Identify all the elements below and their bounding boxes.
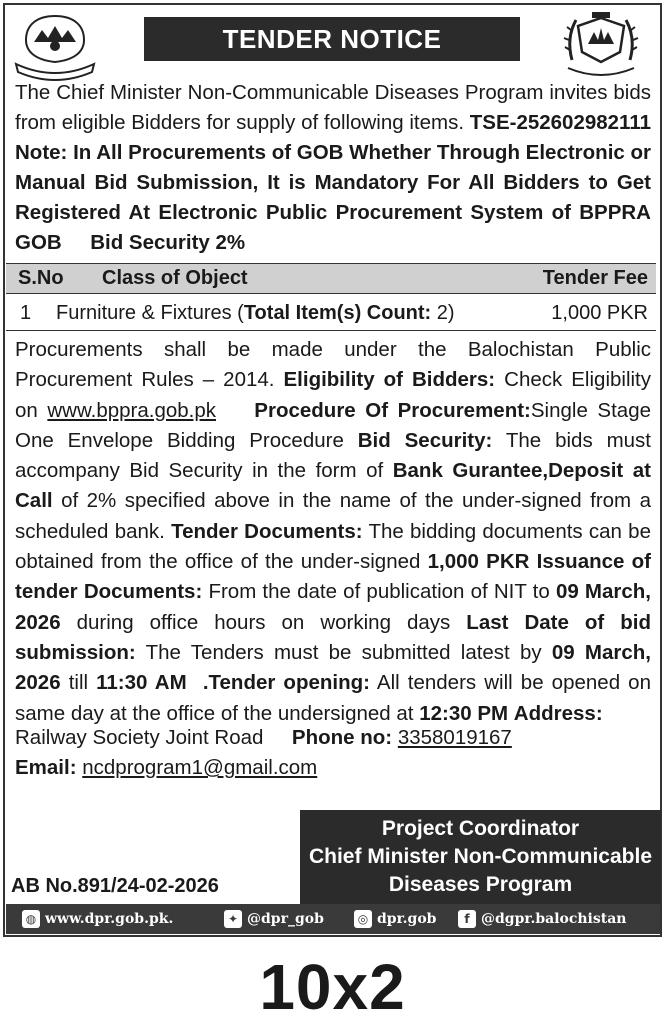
email-link[interactable]: ncdprogram1@gmail.com bbox=[82, 756, 318, 779]
bid-security-label: Bid Security: bbox=[357, 428, 493, 452]
last-date-text: The Tenders must be submitted latest by bbox=[135, 640, 552, 664]
last-date-label: Last Date of bid submission: bbox=[15, 610, 651, 664]
footer-twitter[interactable] bbox=[224, 904, 324, 934]
tender-documents-label: Tender Documents: bbox=[171, 519, 363, 543]
intro-text: The Chief Minister Non-Communicable Diseases Program invites bids from eligible Bidders for supply of following items. bbox=[15, 81, 651, 134]
globe-icon: ◍ bbox=[22, 910, 40, 928]
issuance-date: 09 March, 2026 bbox=[15, 580, 651, 634]
ab-number: AB No.891/24-02-2026 bbox=[11, 875, 219, 897]
signature-block bbox=[300, 810, 661, 906]
header-sno: S.No bbox=[18, 267, 64, 289]
bid-security-text: The bids must accompany Bid Security in the form of bbox=[15, 428, 652, 483]
ad-size-label: 10x2 bbox=[259, 951, 406, 1023]
row-fee: 1,000 PKR bbox=[551, 302, 648, 324]
facebook-icon: f bbox=[458, 910, 476, 928]
procedure-text: Single Stage One Envelope Bidding Procedure bbox=[15, 398, 651, 452]
footer-website-text: www.dpr.gob.pk. bbox=[45, 911, 174, 927]
footer-social-bar bbox=[6, 904, 660, 934]
row-item bbox=[56, 295, 455, 331]
footer-facebook[interactable] bbox=[458, 904, 626, 934]
row-sno: 1 bbox=[20, 302, 32, 324]
address-phone-line bbox=[15, 723, 512, 753]
bppra-link[interactable]: www.bppra.gob.pk bbox=[47, 398, 217, 422]
eligibility-text: Check Eligibility on bbox=[15, 368, 652, 422]
procurement-rules: Procurements shall be made under the Balochistan Public Procurement Rules – 2014. bbox=[15, 338, 651, 392]
footer-facebook-text: @dgpr.balochistan bbox=[481, 911, 627, 927]
issuance-text: From the date of publication of NIT to bbox=[202, 580, 556, 604]
address-value: Railway Society Joint Road bbox=[15, 726, 264, 749]
twitter-icon: ✦ bbox=[224, 910, 242, 928]
signature-line-1: Project Coordinator bbox=[381, 817, 580, 840]
bid-security-text-2: of 2% specified above in the name of the under-signed from a scheduled bank. bbox=[15, 489, 651, 543]
table-row bbox=[6, 295, 656, 331]
issuance-label: Issuance of tender Documents: bbox=[15, 550, 651, 604]
eligibility-label: Eligibility of Bidders: bbox=[283, 368, 496, 392]
footer-website[interactable] bbox=[22, 904, 173, 934]
bid-security-percent: Bid Security 2% bbox=[90, 231, 246, 254]
last-date-time: 11:30 AM bbox=[96, 671, 187, 695]
procedure-label: Procedure Of Procurement: bbox=[254, 398, 531, 422]
row-count-value: 2) bbox=[431, 302, 455, 324]
tender-opening-time: 12:30 PM bbox=[419, 701, 509, 725]
footer-twitter-text: @dpr_gob bbox=[247, 911, 324, 927]
email-line bbox=[15, 753, 317, 783]
phone-label: Phone no: bbox=[291, 726, 393, 749]
tender-opening-label: .Tender opening: bbox=[202, 671, 370, 695]
bid-security-forms: Bank Gurantee,Deposit at Call bbox=[15, 459, 651, 513]
header-tender-fee: Tender Fee bbox=[542, 267, 648, 289]
issuance-text-2: during office hours on working days bbox=[60, 610, 467, 634]
footer-instagram-text: dpr.gob bbox=[377, 911, 437, 927]
dgpr-balochistan-logo-icon bbox=[562, 10, 640, 84]
intro-paragraph bbox=[15, 78, 651, 258]
header-class-of-object: Class of Object bbox=[102, 267, 248, 289]
tender-documents-fee: 1,000 PKR bbox=[427, 550, 530, 574]
instagram-icon: ◎ bbox=[354, 910, 372, 928]
tender-details bbox=[15, 335, 651, 729]
tse-note: TSE-252602982111 Note: In All Procurements of GOB Whether Through Electronic or Manual Bid Submission, It is Mandatory For All Bidders to Get Registered At Electronic Public Procurement System of BPPRA GOB bbox=[15, 111, 651, 254]
phone-link[interactable]: 3358019167 bbox=[397, 726, 512, 749]
balochistan-government-logo-icon bbox=[12, 12, 98, 82]
footer-instagram[interactable] bbox=[354, 904, 436, 934]
page-title: TENDER NOTICE bbox=[144, 17, 520, 61]
tender-opening-text: All tenders will be opened on same day at the office of the undersigned at bbox=[15, 671, 651, 725]
last-date-date: 09 March, 2026 bbox=[15, 640, 651, 695]
address-label: Address: bbox=[513, 701, 603, 725]
row-item-name: Furniture & Fixtures ( bbox=[56, 302, 244, 324]
row-count-label: Total Item(s) Count: bbox=[243, 302, 432, 324]
tender-documents-text: The bidding documents can be obtained from the office of the under-signed bbox=[15, 519, 651, 574]
signature-line-2: Chief Minister Non-Communicable bbox=[308, 845, 653, 868]
items-table-header bbox=[6, 263, 656, 294]
last-date-till: till bbox=[60, 671, 97, 695]
email-label: Email: bbox=[15, 756, 77, 779]
signature-line-3: Diseases Program bbox=[388, 873, 573, 896]
